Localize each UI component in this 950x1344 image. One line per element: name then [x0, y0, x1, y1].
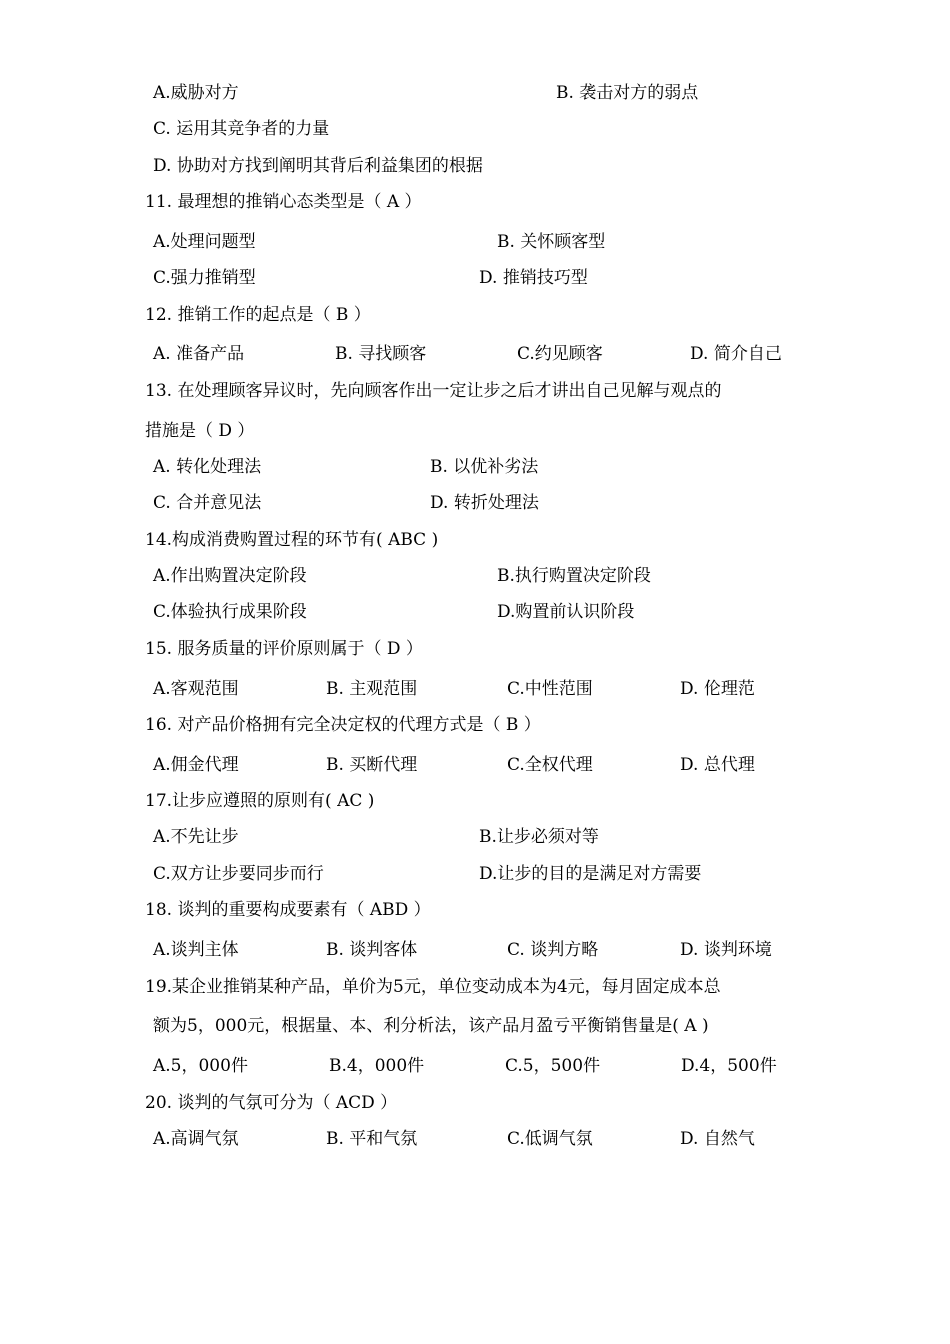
option-line: A.威胁对方	[153, 83, 239, 103]
option-line: D.让步的目的是满足对方需要	[479, 864, 702, 884]
option-line: C.双方让步要同步而行	[153, 864, 324, 884]
option-line: B. 谈判客体	[326, 940, 418, 960]
option-line: C.5，500件	[505, 1056, 601, 1076]
question-line: 12. 推销工作的起点是（ B ）	[145, 305, 371, 325]
option-line: D. 总代理	[680, 755, 755, 775]
option-line: A.客观范围	[153, 679, 239, 699]
option-line: C.低调气氛	[507, 1129, 593, 1149]
option-line: B. 袭击对方的弱点	[556, 83, 699, 103]
option-line: B. 以优补劣法	[430, 457, 539, 477]
option-line: A. 准备产品	[153, 344, 245, 364]
option-line: D. 简介自己	[690, 344, 782, 364]
option-line: B. 买断代理	[326, 755, 418, 775]
option-line: D. 自然气	[680, 1129, 755, 1149]
question-line: 15. 服务质量的评价原则属于（ D ）	[145, 639, 423, 659]
option-line: D.4，500件	[681, 1056, 777, 1076]
question-line: 措施是（ D ）	[145, 421, 255, 441]
question-line: 17.让步应遵照的原则有( AC )	[145, 791, 375, 811]
option-line: B. 平和气氛	[326, 1129, 418, 1149]
option-line: A.高调气氛	[153, 1129, 239, 1149]
question-line: 13. 在处理顾客异议时，先向顾客作出一定让步之后才讲出自己见解与观点的	[145, 381, 722, 401]
option-line: A. 转化处理法	[153, 457, 262, 477]
option-line: B.4，000件	[329, 1056, 425, 1076]
question-line: 19.某企业推销某种产品，单价为5元，单位变动成本为4元，每月固定成本总	[145, 977, 721, 997]
option-line: A.处理问题型	[153, 232, 256, 252]
option-line: C.全权代理	[507, 755, 593, 775]
question-line: 16. 对产品价格拥有完全决定权的代理方式是（ B ）	[145, 715, 541, 735]
option-line: A.5，000件	[153, 1056, 248, 1076]
question-line: 20. 谈判的气氛可分为（ ACD ）	[145, 1093, 398, 1113]
option-line: D. 伦理范	[680, 679, 755, 699]
option-line: C.中性范围	[507, 679, 593, 699]
question-line: 14.构成消费购置过程的环节有( ABC )	[145, 530, 439, 550]
option-line: A.不先让步	[153, 827, 239, 847]
option-line: C.体验执行成果阶段	[153, 602, 307, 622]
option-line: B. 寻找顾客	[335, 344, 427, 364]
option-line: B.让步必须对等	[479, 827, 599, 847]
option-line: D. 协助对方找到阐明其背后利益集团的根据	[153, 156, 483, 176]
option-line: B. 关怀顾客型	[497, 232, 606, 252]
option-line: A.谈判主体	[153, 940, 239, 960]
option-line: C.强力推销型	[153, 268, 256, 288]
option-line: D. 转折处理法	[430, 493, 539, 513]
option-line: D.购置前认识阶段	[497, 602, 635, 622]
option-line: D. 推销技巧型	[479, 268, 588, 288]
option-line: D. 谈判环境	[680, 940, 772, 960]
question-line: 额为5，000元，根据量、本、利分析法，该产品月盈亏平衡销售量是( A )	[153, 1016, 709, 1036]
option-line: B. 主观范围	[326, 679, 418, 699]
option-line: C. 合并意见法	[153, 493, 262, 513]
option-line: C. 运用其竞争者的力量	[153, 119, 330, 139]
option-line: A.佣金代理	[153, 755, 239, 775]
option-line: C.约见顾客	[517, 344, 603, 364]
option-line: C. 谈判方略	[507, 940, 599, 960]
question-line: 18. 谈判的重要构成要素有（ ABD ）	[145, 900, 431, 920]
option-line: A.作出购置决定阶段	[153, 566, 307, 586]
option-line: B.执行购置决定阶段	[497, 566, 651, 586]
question-line: 11. 最理想的推销心态类型是（ A ）	[145, 192, 422, 212]
